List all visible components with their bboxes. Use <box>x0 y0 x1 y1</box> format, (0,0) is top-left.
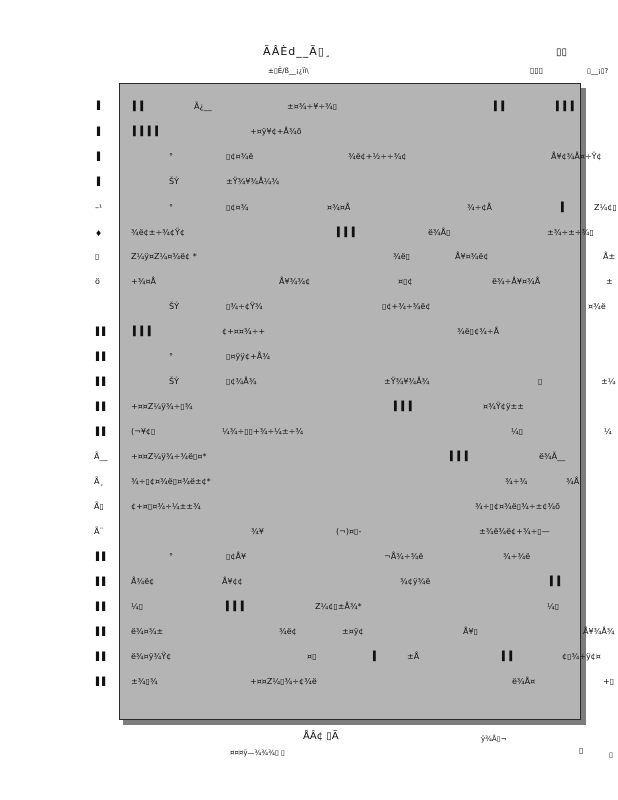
row-11-col-3: ▯ <box>538 377 543 386</box>
row-2-col-3: Å¥¢¾Å¤÷Ÿ¢ <box>551 152 602 161</box>
row-5-col-2: ë¾Å▯ <box>428 228 451 237</box>
header-corner-mark: ▯▯ <box>556 47 568 58</box>
row-4-col-0: ° <box>169 203 173 212</box>
row-22-col-0: ë¾¤ÿ¾Ÿ¢ <box>131 652 172 661</box>
row-8-col-0: ŠÝ <box>169 302 179 311</box>
margin-mark: Ã¨ <box>94 527 104 536</box>
page-title: ÃÂÈd__Ã▯¸ <box>263 45 332 58</box>
margin-mark: ▌▌ <box>96 602 109 611</box>
row-1-col-1: +¤ÿ¥¢+Å¾õ <box>250 127 302 136</box>
row-3-col-0: ŠÝ <box>169 177 179 186</box>
row-3-col-1: ±Ÿ¾¥¾Å¼¾ <box>226 177 280 186</box>
row-7-col-0: +¾¤Å <box>131 277 157 286</box>
row-20-col-3: ¼▯ <box>547 602 560 611</box>
row-0-col-4: ▌▌▌ <box>556 102 579 112</box>
row-17-col-2: ±¾ë¾ë¢+¾÷▯— <box>479 527 550 536</box>
row-13-col-2: ¼▯ <box>511 427 524 436</box>
margin-mark: ö <box>95 277 100 286</box>
row-19-col-2: ¾¢ÿ¾ë <box>400 577 431 586</box>
margin-mark: ▌ <box>97 152 104 161</box>
row-18-col-0: ° <box>169 552 173 561</box>
row-8-col-1: ▯¾÷¢Ÿ¾ <box>226 302 263 311</box>
row-7-col-1: Å¥¾¾¢ <box>279 277 311 286</box>
margin-mark: ▌ <box>97 177 104 186</box>
footer-page-line: ¤¤¤ÿ—¾¾¾▯ ▯ <box>230 749 285 757</box>
margin-mark: ▌▌ <box>96 427 109 436</box>
row-4-col-2: ¤¾¤Å <box>327 203 351 212</box>
row-11-col-4: ±¼ <box>601 377 616 386</box>
row-18-col-3: ¾÷¾ë <box>503 552 531 561</box>
row-23-col-3: +▯ <box>603 677 615 686</box>
row-5-col-0: ¾ë¢±÷¾¢Ÿ¢ <box>131 228 185 237</box>
margin-mark: ▌▌ <box>96 652 109 661</box>
row-7-col-2: ¤▯¢ <box>398 277 413 286</box>
row-23-col-1: +¤¤Z¼▯¾÷¢¾ë <box>250 677 317 686</box>
margin-mark: ▌▌ <box>96 552 109 561</box>
row-5-col-1: ▌▌▌ <box>337 228 360 238</box>
margin-mark: ▌▌ <box>96 402 109 411</box>
row-14-col-1: ▌▌▌ <box>450 452 473 462</box>
header-corner-code: ▯__¡▯? <box>587 67 609 75</box>
row-20-col-0: ¼▯ <box>131 602 144 611</box>
row-13-col-1: ¼¾÷▯▯+¾÷¼±÷¾ <box>222 427 304 436</box>
margin-mark: ♦ <box>95 229 103 238</box>
footer-corner-mark-small: ▯ <box>609 751 613 759</box>
row-4-col-3: ¾÷¢Å <box>467 203 493 212</box>
row-13-col-0: (¬¥¢▯ <box>131 427 156 436</box>
row-17-col-0: ¾¥ <box>251 527 264 536</box>
row-21-col-2: ±¤ÿ¢ <box>342 627 364 636</box>
row-15-col-0: ¾÷▯¢¤¾ë▯¤¾ë±¢* <box>131 477 211 486</box>
row-9-col-2: ¾ë▯¢¾÷Å <box>457 327 500 336</box>
row-10-col-1: ▯¤ÿÿ¢+Å¾ <box>226 352 270 361</box>
row-11-col-2: ±Ÿ¾¥¾Å¾ <box>384 377 430 386</box>
row-11-col-1: ▯¢¾Å¾ <box>226 377 257 386</box>
row-21-col-3: Å¥▯ <box>463 627 478 636</box>
row-20-col-2: Z¼¢▯±Å¾* <box>315 602 362 611</box>
row-17-col-1: (¬)¤▯- <box>336 527 362 536</box>
margin-mark: ▌▌ <box>96 377 109 386</box>
row-13-col-3: ¼ <box>604 427 612 436</box>
row-7-col-4: ± <box>606 277 613 286</box>
row-6-col-3: Å± <box>603 252 616 261</box>
row-18-col-1: ▯¢Å¥ <box>226 552 247 561</box>
margin-mark: ▌▌ <box>96 627 109 636</box>
row-11-col-0: ŠÝ <box>169 377 179 386</box>
row-19-col-0: Å¾ë¢ <box>131 577 155 586</box>
row-12-col-0: +¤¤Z¼ÿ¾÷▯¾ <box>131 402 193 411</box>
row-15-col-2: ¾Å <box>566 477 580 486</box>
row-2-col-1: ▯¢¤¾ë <box>226 152 254 161</box>
row-6-col-1: ¾ë▯ <box>393 252 411 261</box>
margin-mark: ▯ <box>95 252 100 261</box>
row-6-col-0: Z¼ÿ¤Z¼¤¾ë¢ * <box>131 252 197 261</box>
row-0-col-2: ±¤¾÷¥÷¾▯ <box>287 102 338 111</box>
margin-mark: ▌▌ <box>96 327 109 336</box>
page-subtitle: ±▯Ë/ß__¡¿ïì\ <box>268 67 309 75</box>
row-21-col-1: ¾ë¢ <box>279 627 297 636</box>
row-16-col-0: ¢+¤▯¤¾÷¼±±¾ <box>131 502 201 511</box>
row-19-col-3: ▌▌ <box>550 577 565 587</box>
margin-mark: Ã▯ <box>94 502 104 511</box>
row-12-col-2: ¤¾Ÿ¢ÿ±± <box>483 402 524 411</box>
row-1-col-0: ▌▌▌▌ <box>133 127 163 137</box>
row-9-col-1: ¢+¤¤¾÷+ <box>222 327 266 336</box>
margin-mark: ▌▌ <box>96 677 109 686</box>
margin-mark: ▌ <box>97 127 104 136</box>
row-4-col-1: ▯¢¤¾ <box>226 203 249 212</box>
row-18-col-2: ¬Å¾÷¾ë <box>384 552 424 561</box>
row-7-col-3: ë¾÷Å¥¤¾Å <box>492 277 541 286</box>
row-23-col-2: ë¾Å¤ <box>512 677 536 686</box>
margin-mark: –¹ <box>95 203 103 212</box>
margin-mark: ▌▌ <box>96 352 109 361</box>
row-22-col-1: ¤▯ <box>307 652 317 661</box>
row-16-col-1: ¾÷▯¢¤¾ë▯¾÷±¢¾õ <box>475 502 561 511</box>
row-15-col-1: ¾÷¾ <box>505 477 528 486</box>
footer-label: ÅÂ¢ ▯Ã <box>303 731 339 742</box>
row-2-col-0: ° <box>169 152 173 161</box>
row-0-col-3: ▌▌ <box>494 102 509 112</box>
row-12-col-1: ▌▌▌ <box>394 402 417 412</box>
margin-mark: ▌ <box>97 101 104 110</box>
margin-mark: ▌▌ <box>96 577 109 586</box>
row-22-col-5: ¢▯¾÷ÿ¢¤ <box>562 652 601 661</box>
row-8-col-2: ▯¢+¾÷¾ë¢ <box>382 302 431 311</box>
row-0-col-0: ▌▌ <box>133 102 148 112</box>
row-8-col-3: ¤¾ë <box>588 302 606 311</box>
row-4-col-5: Z¼¢▯ <box>594 203 617 212</box>
margin-mark: Ã¸ <box>94 477 104 486</box>
row-22-col-3: ±Å <box>407 652 420 661</box>
row-10-col-0: ° <box>169 352 173 361</box>
row-14-col-0: +¤¤Z¼ÿ¾÷¾ë▯¤* <box>131 452 207 461</box>
row-0-col-1: Ã¿__ <box>194 102 212 111</box>
row-20-col-1: ▌▌▌ <box>226 602 249 612</box>
footer-corner-mark: ▯ <box>579 746 584 755</box>
row-19-col-1: Å¥¢¢ <box>222 577 243 586</box>
footer-right-label: ÿ¾Å▯¬ <box>481 735 507 743</box>
row-23-col-0: ±¾▯¾ <box>131 677 158 686</box>
row-4-col-4: ▌ <box>561 203 569 213</box>
header-corner-label: ▯▯▯ <box>530 66 544 75</box>
margin-mark: Ã__ <box>94 452 108 461</box>
row-9-col-0: ▌▌▌ <box>133 327 156 337</box>
row-6-col-2: Å¥¤¾ë¢ <box>455 252 489 261</box>
row-22-col-2: ▌ <box>373 652 381 662</box>
row-2-col-2: ¾ë¢+½÷÷¾¢ <box>348 152 407 161</box>
row-22-col-4: ▌▌ <box>502 652 517 662</box>
row-21-col-0: ë¾¤¾± <box>131 627 164 636</box>
row-14-col-2: ë¾Ã__ <box>539 452 566 461</box>
row-21-col-4: Å¥¾Å¾ <box>583 627 615 636</box>
row-5-col-3: ±¾÷±÷¾▯ <box>547 228 594 237</box>
